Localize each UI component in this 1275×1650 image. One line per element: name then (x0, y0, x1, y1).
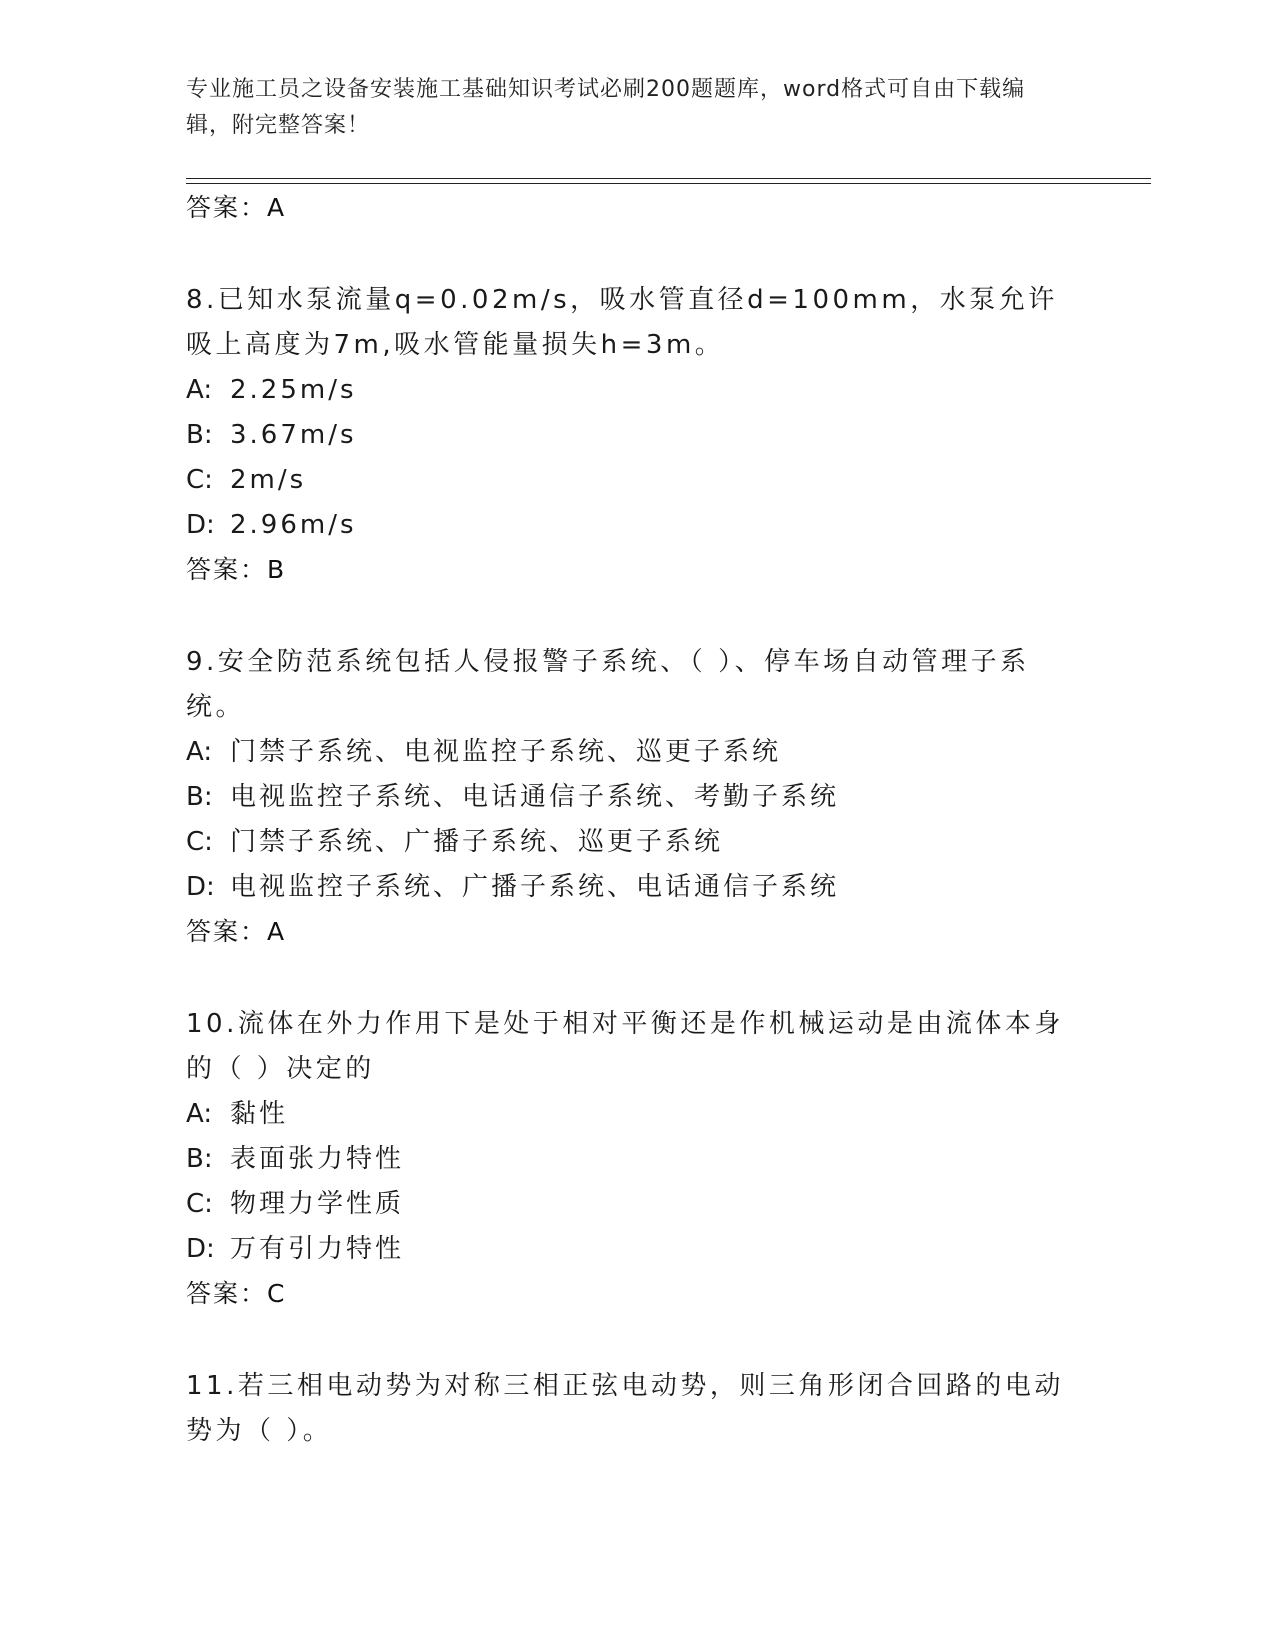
question-stem: 10.流体在外力作用下是处于相对平衡还是作机械运动是由流体本身的（ ）决定的 (186, 1009, 1064, 1084)
question-stem: 11.若三相电动势为对称三相正弦电动势，则三角形闭合回路的电动势为（ ）。 (186, 1371, 1064, 1446)
option-a[interactable]: A: 黏性 (186, 1099, 289, 1129)
option-a[interactable]: A: 2.25m/s (186, 375, 357, 405)
answer-q8: 答案：B (186, 555, 287, 584)
header-divider-double (186, 183, 1151, 184)
answer-q10: 答案：C (186, 1279, 287, 1308)
option-c[interactable]: C: 门禁子系统、广播子系统、巡更子系统 (186, 827, 724, 857)
question-9 (186, 640, 1086, 910)
question-11 (186, 1364, 1086, 1454)
option-d[interactable]: D: 万有引力特性 (186, 1234, 405, 1264)
option-b[interactable]: B: 表面张力特性 (186, 1144, 405, 1174)
answer-q7: 答案：A (186, 193, 287, 222)
question-10 (186, 1002, 1086, 1272)
option-b[interactable]: B: 电视监控子系统、电话通信子系统、考勤子系统 (186, 782, 840, 812)
option-d[interactable]: D: 电视监控子系统、广播子系统、电话通信子系统 (186, 872, 840, 902)
option-b[interactable]: B: 3.67m/s (186, 420, 357, 450)
option-c[interactable]: C: 2m/s (186, 465, 307, 495)
option-a[interactable]: A: 门禁子系统、电视监控子系统、巡更子系统 (186, 737, 782, 767)
option-d[interactable]: D: 2.96m/s (186, 510, 357, 540)
answer-q9: 答案：A (186, 917, 287, 946)
question-stem: 8.已知水泵流量q=0.02m/s，吸水管直径d=100mm，水泵允许吸上高度为7m,吸水管能量损失h=3m。 (186, 285, 1058, 360)
document-header: 专业施工员之设备安装施工基础知识考试必刷200题题库，word格式可自由下载编辑，附完整答案！ (186, 77, 1026, 138)
option-c[interactable]: C: 物理力学性质 (186, 1189, 405, 1219)
header-divider (186, 178, 1151, 179)
question-8 (186, 278, 1086, 548)
question-stem: 9.安全防范系统包括人侵报警子系统、（ ）、停车场自动管理子系统。 (186, 647, 1030, 722)
